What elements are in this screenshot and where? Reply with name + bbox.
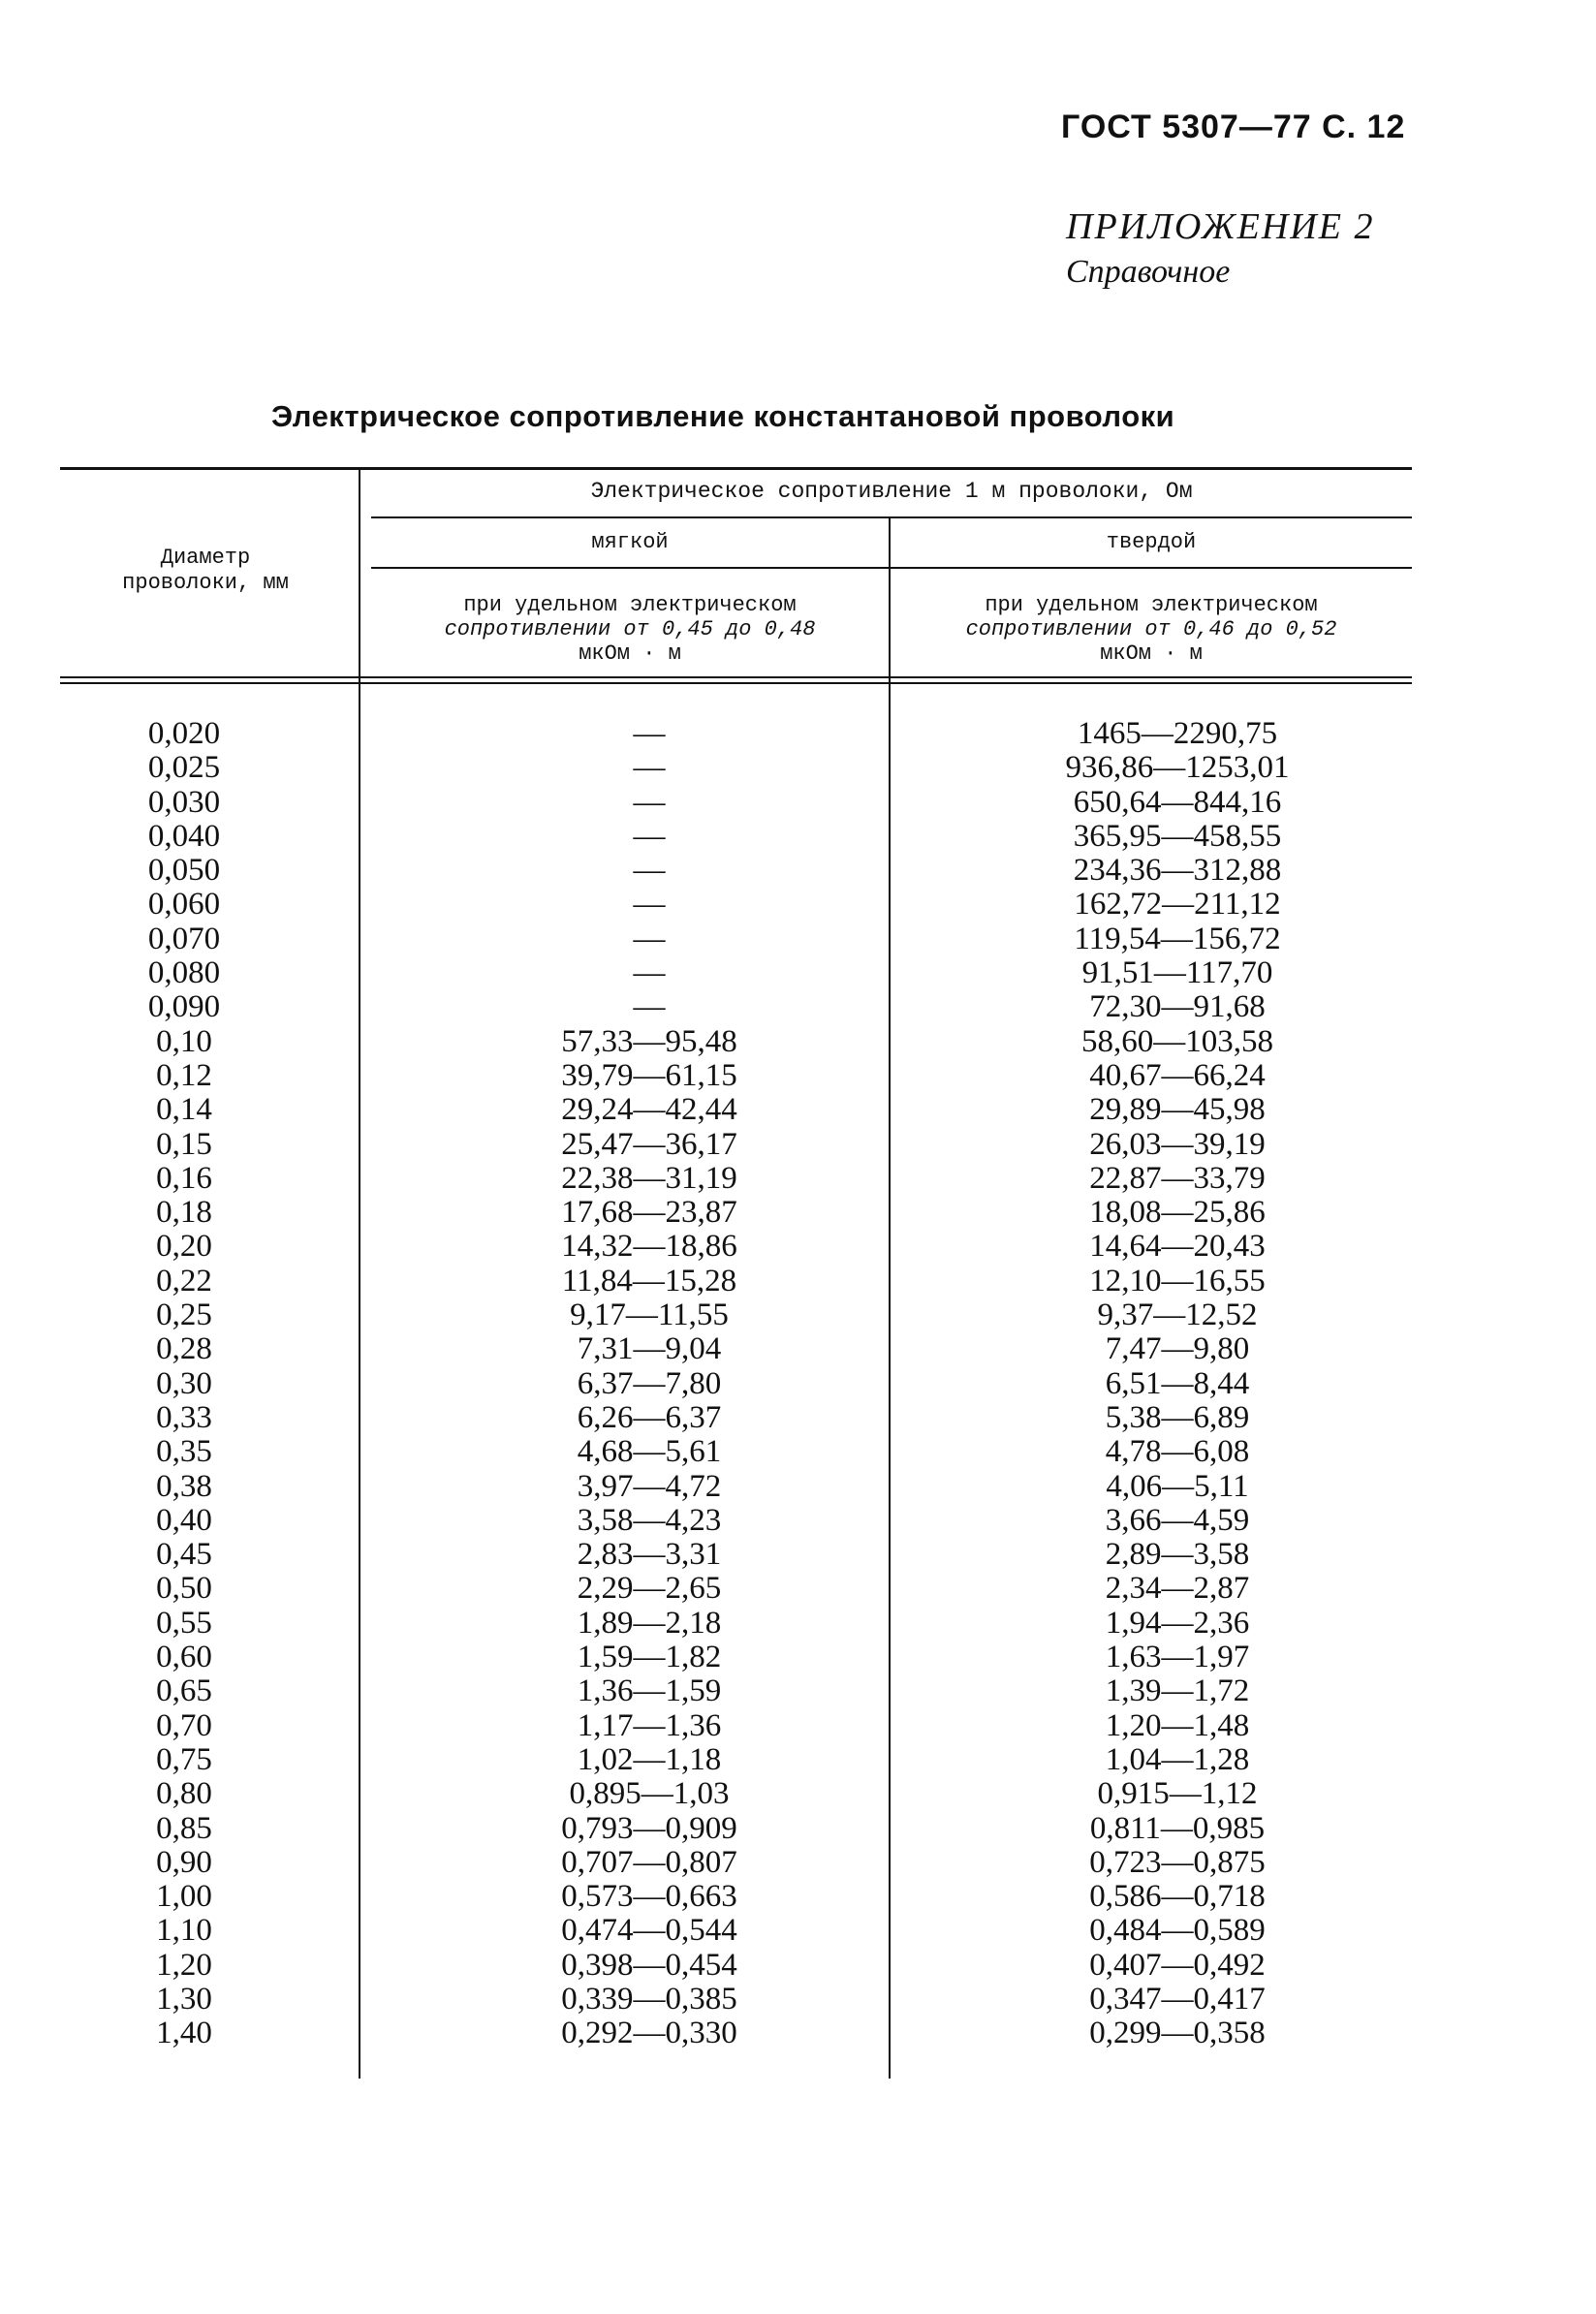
hard-resistance-cell: 365,95—458,55 <box>1073 818 1282 854</box>
diameter-cell: 1,40 <box>156 2016 212 2051</box>
soft-resistance-cell: 11,84—15,28 <box>561 1263 737 1298</box>
hard-note-line-1: при удельном электрическом <box>985 593 1318 617</box>
soft-resistance-cell: 1,89—2,18 <box>577 1605 722 1641</box>
diameter-cell: 0,60 <box>156 1640 212 1675</box>
table-top-rule <box>60 467 1412 470</box>
diameter-cell: 0,020 <box>147 716 221 751</box>
diameter-cell: 0,85 <box>156 1810 212 1846</box>
hard-resistance-cell: 26,03—39,19 <box>1089 1126 1266 1162</box>
soft-resistance-cell: 6,37—7,80 <box>577 1365 722 1401</box>
diameter-cell: 0,040 <box>147 818 221 854</box>
column-diameter <box>97 717 271 2051</box>
header-bottom-rule-1 <box>60 676 1412 678</box>
soft-resistance-cell: — <box>633 716 666 751</box>
diameter-cell: 1,30 <box>156 1981 212 2017</box>
column-hard <box>1032 717 1323 2051</box>
soft-resistance-cell: 2,83—3,31 <box>577 1537 722 1573</box>
soft-resistance-cell: — <box>633 887 666 922</box>
hard-resistance-cell: 2,34—2,87 <box>1105 1571 1250 1607</box>
diameter-cell: 0,090 <box>147 989 221 1025</box>
header-diameter <box>60 546 351 596</box>
soft-resistance-cell: 0,793—0,909 <box>561 1810 737 1846</box>
diameter-cell: 0,10 <box>156 1023 212 1059</box>
diameter-cell: 0,35 <box>156 1434 212 1470</box>
soft-resistance-cell: — <box>633 818 666 854</box>
hard-resistance-cell: 162,72—211,12 <box>1074 887 1281 922</box>
soft-resistance-cell: 2,29—2,65 <box>577 1571 722 1607</box>
soft-resistance-cell: — <box>633 784 666 820</box>
soft-note-line-1: при удельном электрическом <box>463 593 797 617</box>
hard-resistance-cell: 1,20—1,48 <box>1105 1707 1250 1743</box>
hard-resistance-cell: 0,407—0,492 <box>1089 1947 1266 1983</box>
soft-resistance-cell: 1,02—1,18 <box>577 1741 722 1777</box>
diameter-cell: 0,030 <box>147 784 221 820</box>
soft-resistance-cell: 6,26—6,37 <box>577 1399 722 1435</box>
hard-resistance-cell: 72,30—91,68 <box>1089 989 1266 1025</box>
soft-resistance-cell: 14,32—18,86 <box>561 1229 737 1265</box>
column-divider-diameter <box>359 470 360 2079</box>
soft-resistance-cell: 0,573—0,663 <box>561 1879 737 1915</box>
hard-resistance-cell: 1,39—1,72 <box>1105 1673 1250 1709</box>
hard-resistance-cell: 6,51—8,44 <box>1105 1365 1250 1401</box>
soft-resistance-cell: 7,31—9,04 <box>577 1331 722 1367</box>
soft-resistance-cell: — <box>633 955 666 991</box>
soft-resistance-cell: 0,474—0,544 <box>561 1913 737 1949</box>
diameter-cell: 1,00 <box>156 1879 212 1915</box>
soft-resistance-cell: 57,33—95,48 <box>561 1023 737 1059</box>
diameter-cell: 0,16 <box>156 1160 212 1196</box>
hard-resistance-cell: 29,89—45,98 <box>1089 1092 1266 1128</box>
diameter-cell: 0,080 <box>147 955 221 991</box>
hard-resistance-cell: 1,04—1,28 <box>1105 1741 1250 1777</box>
hard-resistance-cell: 0,586—0,718 <box>1089 1879 1266 1915</box>
diameter-cell: 0,12 <box>156 1057 212 1093</box>
diameter-cell: 0,050 <box>147 853 221 889</box>
soft-resistance-cell: 0,292—0,330 <box>561 2016 737 2051</box>
header-diameter-label: Диаметр проволоки, мм <box>122 546 289 595</box>
hard-resistance-cell: 234,36—312,88 <box>1073 853 1282 889</box>
column-soft <box>504 717 795 2051</box>
hard-resistance-cell: 119,54—156,72 <box>1074 921 1281 956</box>
soft-resistance-cell: 3,58—4,23 <box>577 1502 722 1538</box>
soft-resistance-cell: 25,47—36,17 <box>561 1126 737 1162</box>
hard-resistance-cell: 3,66—4,59 <box>1105 1502 1250 1538</box>
hard-resistance-cell: 1,63—1,97 <box>1105 1640 1250 1675</box>
hard-resistance-cell: 12,10—16,55 <box>1089 1263 1266 1298</box>
hard-resistance-cell: 91,51—117,70 <box>1081 955 1273 991</box>
diameter-cell: 0,65 <box>156 1673 212 1709</box>
soft-resistance-cell: 9,17—11,55 <box>570 1298 729 1333</box>
hard-note-line-3: мкОм · м <box>1100 641 1203 666</box>
appendix-title: ПРИЛОЖЕНИЕ 2 <box>1066 206 1375 247</box>
soft-resistance-cell: — <box>633 989 666 1025</box>
appendix-subtitle: Справочное <box>1066 254 1231 290</box>
soft-note-line-3: мкОм · м <box>579 641 681 666</box>
diameter-cell: 0,18 <box>156 1195 212 1231</box>
hard-resistance-cell: 1465—2290,75 <box>1077 716 1278 751</box>
soft-resistance-cell: 4,68—5,61 <box>577 1434 722 1470</box>
soft-resistance-cell: 0,398—0,454 <box>561 1947 737 1983</box>
soft-resistance-cell: 3,97—4,72 <box>577 1468 722 1504</box>
diameter-cell: 0,25 <box>156 1298 212 1333</box>
diameter-cell: 0,90 <box>156 1844 212 1880</box>
header-bottom-rule-2 <box>60 682 1412 684</box>
diameter-cell: 0,20 <box>156 1229 212 1265</box>
diameter-cell: 0,15 <box>156 1126 212 1162</box>
diameter-cell: 1,20 <box>156 1947 212 1983</box>
soft-resistance-cell: 1,59—1,82 <box>577 1640 722 1675</box>
hard-resistance-cell: 9,37—12,52 <box>1097 1298 1258 1333</box>
diameter-cell: 0,33 <box>156 1399 212 1435</box>
soft-resistance-cell: 1,17—1,36 <box>577 1707 722 1743</box>
diameter-cell: 0,14 <box>156 1092 212 1128</box>
header-resistance: Электрическое сопротивление 1 м проволоки, Ом <box>590 479 1193 504</box>
soft-resistance-cell: 0,895—1,03 <box>569 1776 730 1812</box>
hard-resistance-cell: 4,06—5,11 <box>1106 1468 1249 1504</box>
hard-resistance-cell: 22,87—33,79 <box>1089 1160 1266 1196</box>
hard-resistance-cell: 4,78—6,08 <box>1105 1434 1250 1470</box>
diameter-cell: 0,45 <box>156 1537 212 1573</box>
header-hard-note <box>891 593 1412 666</box>
diameter-cell: 0,70 <box>156 1707 212 1743</box>
hard-resistance-cell: 14,64—20,43 <box>1089 1229 1266 1265</box>
diameter-cell: 0,025 <box>147 750 221 786</box>
hard-resistance-cell: 40,67—66,24 <box>1089 1057 1266 1093</box>
diameter-cell: 0,80 <box>156 1776 212 1812</box>
soft-resistance-cell: 39,79—61,15 <box>561 1057 737 1093</box>
hard-resistance-cell: 936,86—1253,01 <box>1065 750 1290 786</box>
diameter-cell: 0,38 <box>156 1468 212 1504</box>
soft-resistance-cell: — <box>633 853 666 889</box>
diameter-cell: 0,22 <box>156 1263 212 1298</box>
header-soft-note <box>371 593 889 666</box>
header-soft: мягкой <box>591 530 669 554</box>
diameter-cell: 0,30 <box>156 1365 212 1401</box>
diameter-cell: 0,50 <box>156 1571 212 1607</box>
hard-resistance-cell: 650,64—844,16 <box>1073 784 1282 820</box>
soft-resistance-cell: 0,339—0,385 <box>561 1981 737 2017</box>
hard-resistance-cell: 0,484—0,589 <box>1089 1913 1266 1949</box>
hard-resistance-cell: 0,811—0,985 <box>1089 1810 1266 1846</box>
soft-resistance-cell: — <box>633 921 666 956</box>
document-code: ГОСТ 5307—77 С. 12 <box>1061 109 1406 145</box>
hard-resistance-cell: 2,89—3,58 <box>1105 1537 1250 1573</box>
header-hard: твердой <box>1106 530 1197 554</box>
table-title: Электрическое сопротивление константановой проволоки <box>271 399 1175 433</box>
hard-resistance-cell: 0,347—0,417 <box>1089 1981 1266 2017</box>
soft-resistance-cell: 22,38—31,19 <box>561 1160 737 1196</box>
hard-resistance-cell: 7,47—9,80 <box>1105 1331 1250 1367</box>
diameter-cell: 0,060 <box>147 887 221 922</box>
header-rule-hardness <box>371 567 1412 569</box>
diameter-cell: 1,10 <box>156 1913 212 1949</box>
hard-resistance-cell: 18,08—25,86 <box>1089 1195 1266 1231</box>
diameter-cell: 0,28 <box>156 1331 212 1367</box>
hard-resistance-cell: 1,94—2,36 <box>1105 1605 1250 1641</box>
header-rule-resistance <box>371 516 1412 518</box>
hard-resistance-cell: 5,38—6,89 <box>1105 1399 1250 1435</box>
hard-resistance-cell: 58,60—103,58 <box>1081 1023 1273 1059</box>
soft-resistance-cell: 0,707—0,807 <box>561 1844 737 1880</box>
diameter-cell: 0,55 <box>156 1605 212 1641</box>
soft-resistance-cell: 17,68—23,87 <box>561 1195 737 1231</box>
hard-resistance-cell: 0,723—0,875 <box>1089 1844 1266 1880</box>
soft-resistance-cell: 1,36—1,59 <box>577 1673 722 1709</box>
soft-resistance-cell: 29,24—42,44 <box>561 1092 737 1128</box>
hard-note-line-2: сопротивлении от 0,46 до 0,52 <box>965 617 1337 641</box>
diameter-cell: 0,40 <box>156 1502 212 1538</box>
diameter-cell: 0,75 <box>156 1741 212 1777</box>
column-divider-soft-hard <box>889 518 891 2079</box>
diameter-cell: 0,070 <box>147 921 221 956</box>
soft-note-line-2: сопротивлении от 0,45 до 0,48 <box>444 617 816 641</box>
hard-resistance-cell: 0,299—0,358 <box>1089 2016 1266 2051</box>
soft-resistance-cell: — <box>633 750 666 786</box>
hard-resistance-cell: 0,915—1,12 <box>1097 1776 1258 1812</box>
